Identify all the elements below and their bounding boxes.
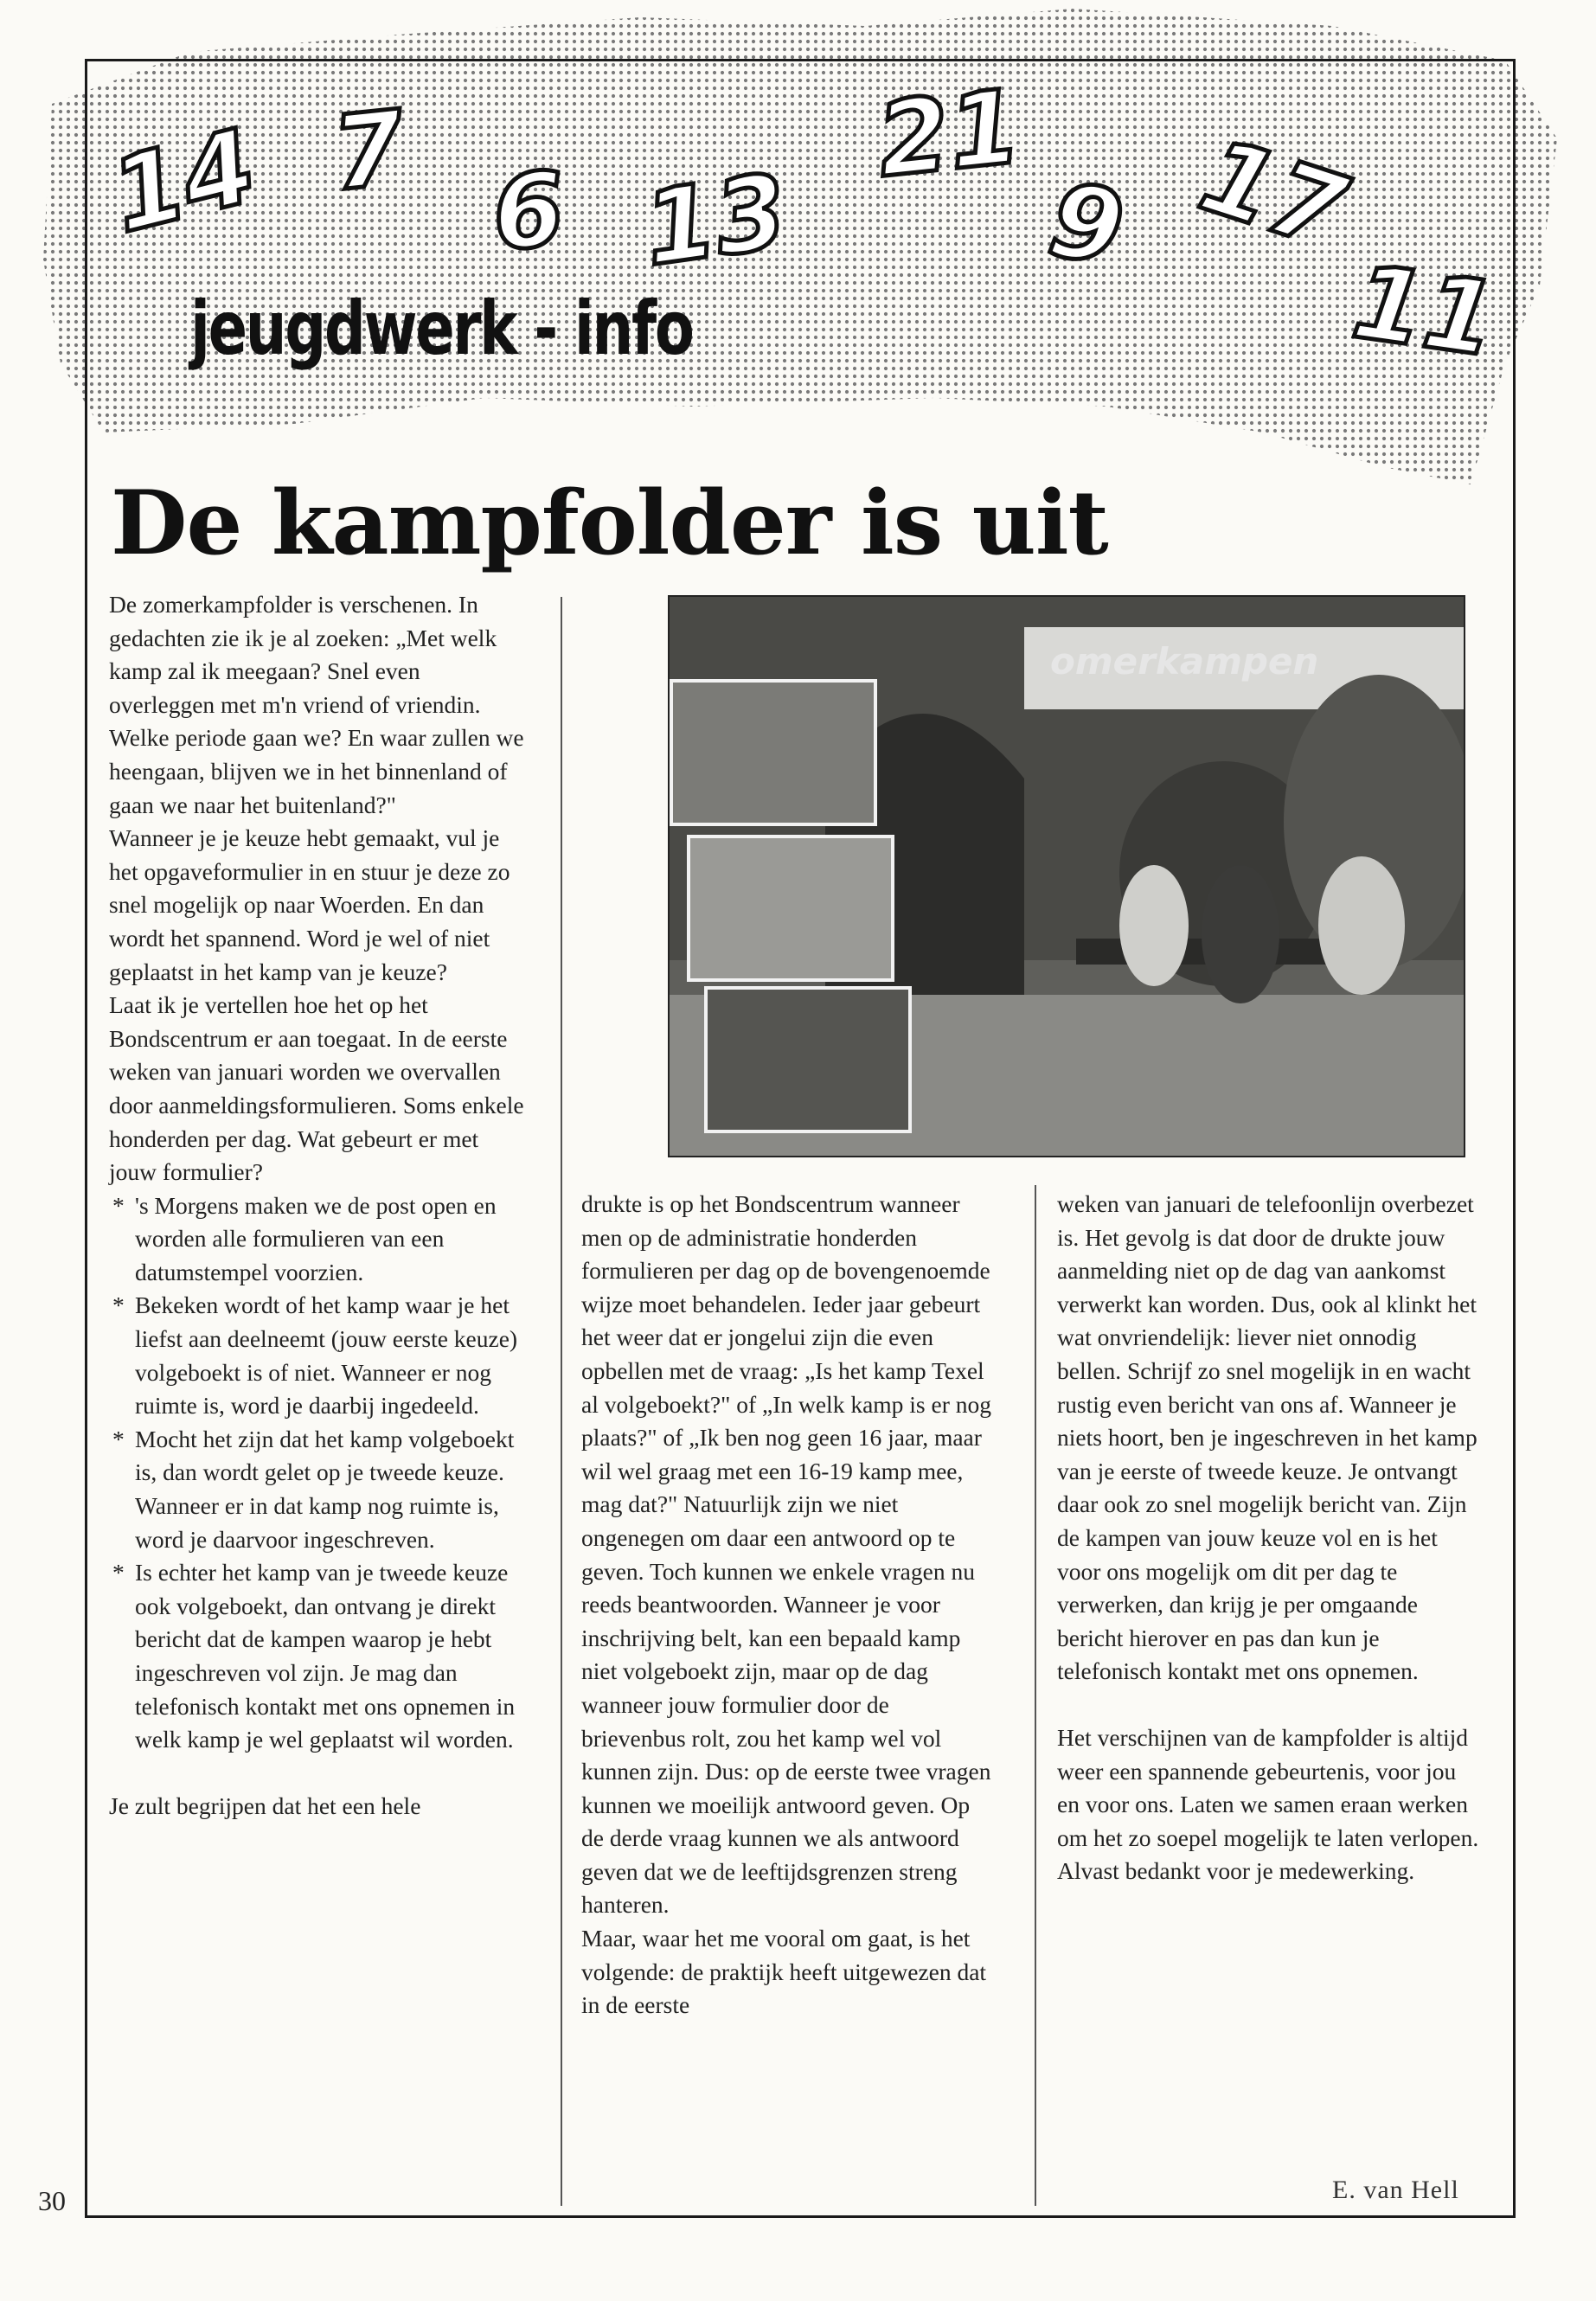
inset-photo <box>704 986 912 1133</box>
header-number: 7 <box>327 87 411 214</box>
paragraph: Maar, waar het me vooral om gaat, is het volgende: de praktijk heeft uitgewezen dat in de eerste <box>581 1925 987 2019</box>
header-number: 21 <box>872 66 1026 201</box>
list-item: * Is echter het kamp van je tweede keuze ook volgeboekt, dan ontvang je direkt bericht dat de kampen waarop je hebt ingeschreven vol zijn. Je mag dan telefonisch kontakt met ons opnemen in welk kamp je wel geplaatst wil worden. <box>109 1556 526 1757</box>
paragraph: Wanneer je je keuze hebt gemaakt, vul je het opgaveformulier in en stuur je deze zo snel mogelijk op naar Woerden. En dan wordt het spannend. Word je wel of niet geplaatst in het kamp van je keuze? <box>109 824 510 985</box>
banner-text: omerkampen <box>1050 640 1319 683</box>
header-number: 17 <box>1187 115 1360 272</box>
paragraph: Laat ik je vertellen hoe het op het Bondscentrum er aan toegaat. In de eerste weken van januari worden we overvallen door aanmeldingsformulieren. Soms enkele honderden per dag. Wat gebeurt er met jouw formulier? <box>109 991 524 1186</box>
page-title: De kampfolder is uit <box>111 471 1108 575</box>
inset-photo <box>670 679 877 826</box>
paragraph: Het verschijnen van de kampfolder is altijd weer een spannende gebeurtenis, voor jou en voor ons. Laten we samen eraan werken om het zo soepel mogelijk te laten verlopen. Alvast bedankt voor je medewerking. <box>1057 1723 1479 1885</box>
paragraph: weken van januari de telefoonlijn overbezet is. Het gevolg is dat door de drukte jouw aanmelding niet op de dag van aankomst verwerkt kan worden. Dus, ook al klinkt het wat onvriendelijk: liever niet onnodig bellen. Schrijf zo snel mogelijk in en wacht rustig even bericht van ons af. Wanneer je niets hoort, ben je ingeschreven in het kamp van je eerste of tweede keuze. Je ontvangt daar ook zo snel mogelijk bericht van. Zijn de kampen van jouw keuze vol en is het voor ons mogelijk om dit per dag te verwerken, dan krijg je per omgaande bericht hierover en pas dan kun je telefonisch kontakt met ons opnemen. <box>1057 1190 1477 1685</box>
text-column-1 <box>109 588 526 1823</box>
paragraph: Je zult begrijpen dat het een hele <box>109 1791 421 1819</box>
header-number: 11 <box>1346 241 1504 380</box>
procedure-list <box>109 1189 526 1757</box>
inset-photo <box>687 835 894 982</box>
header-number: 6 <box>489 149 568 273</box>
list-item: * Bekeken wordt of het kamp waar je het liefst aan deelneemt (jouw eerste keuze) volgeboekt is of niet. Wanneer er nog ruimte is, word je daarbij ingedeeld. <box>109 1289 526 1422</box>
list-item: * Mocht het zijn dat het kamp volgeboekt is, dan wordt gelet op je tweede keuze. Wanneer er in dat kamp nog ruimte is, word je daarvoor ingeschreven. <box>109 1423 526 1556</box>
header-number: 13 <box>637 151 795 289</box>
header-number: 14 <box>99 106 267 256</box>
column-rule <box>1035 1185 1036 2206</box>
paragraph: drukte is op het Bondscentrum wanneer men op de administratie honderden formulieren per dag op de bovengenoemde wijze moet behandelen. Ieder jaar gebeurt het weer dat er jongelui zijn die even opbellen met de vraag: „Is het kamp Texel al volgeboekt?" of „In welk kamp is er nog plaats?" of „Ik ben nog geen 16 jaar, maar wil wel graag met een 16-19 kamp mee, mag dat?" Natuurlijk zijn we niet ongenegen om daar een antwoord op te geven. Toch kunnen we enkele vragen nu reeds beantwoorden. Wanneer je voor inschrijving belt, kan een bepaald kamp niet volgeboekt zijn, maar op de dag wanneer jouw formulier door de brievenbus rolt, zou het kamp wel vol kunnen zijn. Dus: op de eerste twee vragen kunnen we moeilijk antwoord geven. Op de derde vraag kunnen we als antwoord geven dat we de leeftijdsgrenzen streng hanteren. <box>581 1190 991 1919</box>
text-column-3 <box>1057 1188 1481 1888</box>
section-label: jeugdwerk - info <box>190 285 693 372</box>
author-signature: E. van Hell <box>1332 2176 1459 2204</box>
page-number: 30 <box>38 2185 66 2216</box>
text-column-2 <box>581 1188 997 2022</box>
list-item: * 's Morgens maken we de post open en worden alle formulieren van een datumstempel voorzien. <box>109 1189 526 1290</box>
camp-photo-collage <box>668 595 1465 1157</box>
column-rule <box>561 597 562 2206</box>
header-number: 9 <box>1041 158 1132 290</box>
paragraph: De zomerkampfolder is verschenen. In gedachten zie ik je al zoeken: „Met welk kamp zal ik meegaan? Snel even overleggen met m'n vriend of vriendin. Welke periode gaan we? En waar zullen we heengaan, blijven we in het binnenland of gaan we naar het buitenland?" <box>109 591 524 818</box>
